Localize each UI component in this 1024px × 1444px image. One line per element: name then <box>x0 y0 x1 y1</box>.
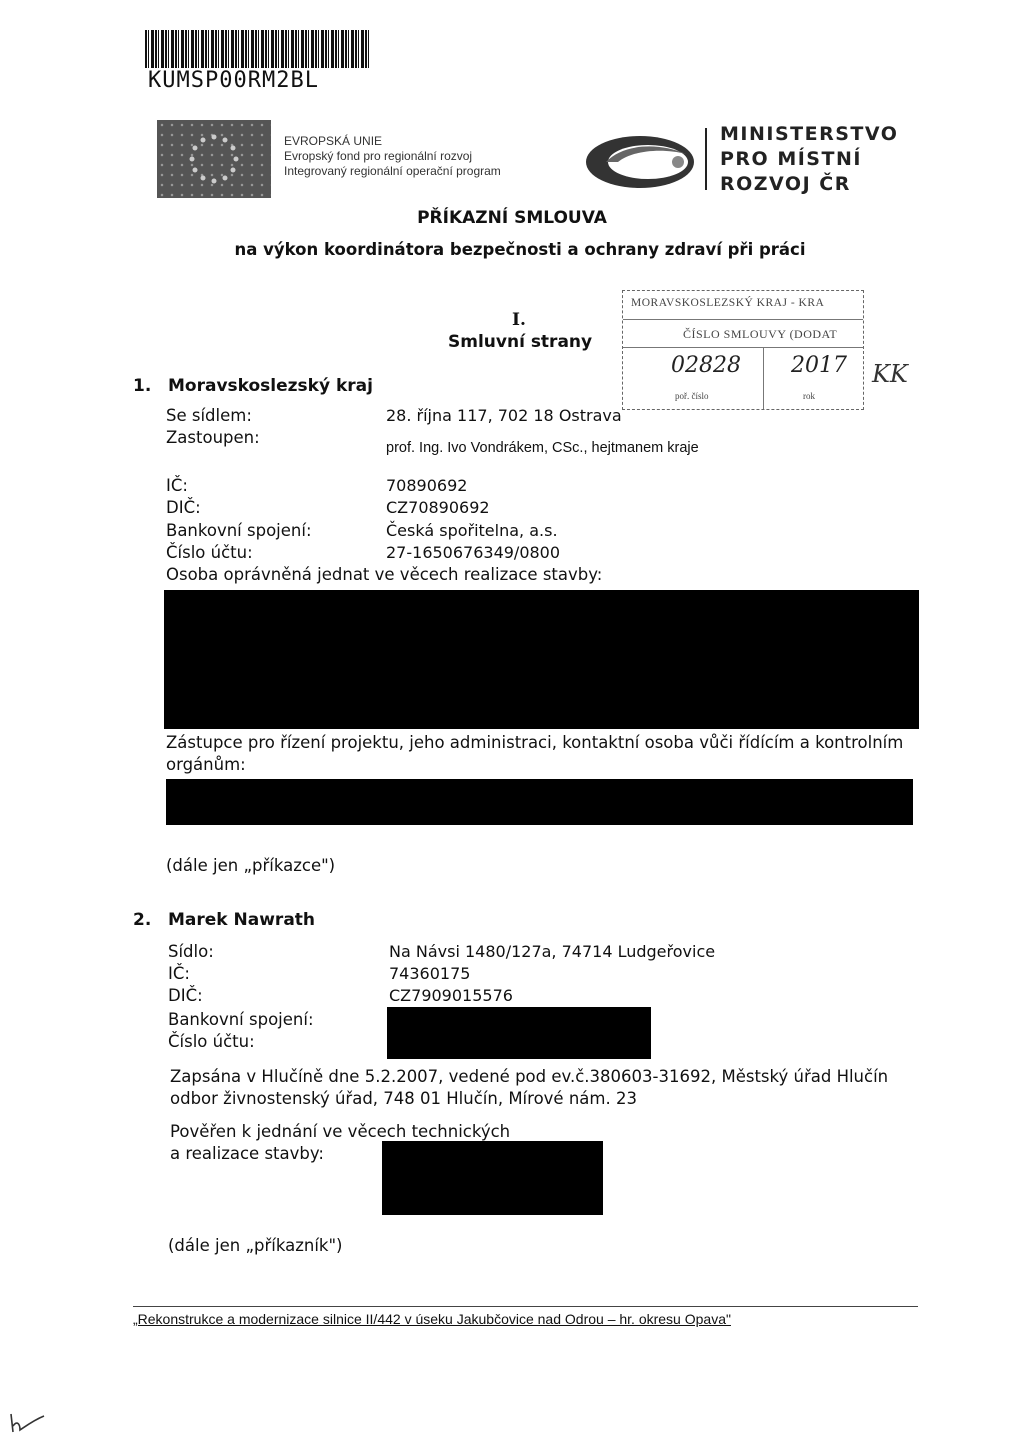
document-subtitle: na výkon koordinátora bezpečnosti a ochrany zdraví při práci <box>234 240 806 259</box>
field-label: Se sídlem: <box>166 406 252 425</box>
registration-line: odbor živnostenský úřad, 748 01 Hlučín, Mírové nám. 23 <box>170 1089 637 1108</box>
section-title: Smluvní strany <box>448 332 593 352</box>
entrusted-label: Pověřen k jednání ve věcech technických <box>170 1122 511 1141</box>
ministry-name <box>720 122 898 197</box>
party-1-name: Moravskoslezský kraj <box>168 376 373 396</box>
field-value: CZ70890692 <box>386 498 490 517</box>
field-label: DIČ: <box>168 986 203 1005</box>
footer-project-name: „Rekonstrukce a modernizace silnice II/442 v úseku Jakubčovice nad Odrou – hr. okresu Opava" <box>133 1311 731 1327</box>
field-label: Číslo účtu: <box>166 543 253 562</box>
field-label: Číslo účtu: <box>168 1032 255 1051</box>
field-value: 28. října 117, 702 18 Ostrava <box>386 406 622 425</box>
stamp-handwritten-number: 02828 <box>671 353 741 378</box>
ministry-line: PRO MÍSTNÍ <box>720 148 862 170</box>
field-label: Bankovní spojení: <box>166 521 312 540</box>
stamp-initials: KK <box>872 360 908 388</box>
section-number: I. <box>512 310 526 330</box>
handwritten-mark <box>8 1412 48 1442</box>
project-representative-label-cont: orgánům: <box>166 755 246 774</box>
stamp-caption-number: poř. číslo <box>675 391 709 401</box>
redacted-block <box>164 590 919 729</box>
field-value: 74360175 <box>389 964 471 983</box>
ministry-line: MINISTERSTVO <box>720 123 899 145</box>
field-label: IČ: <box>168 964 190 983</box>
field-value: Česká spořitelna, a.s. <box>386 521 558 540</box>
eu-line: Integrovaný regionální operační program <box>284 164 501 178</box>
field-value: Na Návsi 1480/127a, 74714 Ludgeřovice <box>389 942 716 961</box>
field-value: prof. Ing. Ivo Vondrákem, CSc., hejtmanem kraje <box>386 440 699 456</box>
ministry-logo <box>578 132 698 198</box>
project-representative-label: Zástupce pro řízení projektu, jeho administraci, kontaktní osoba vůči řídícím a kontrolním <box>166 733 904 752</box>
registration-line: Zapsána v Hlučíně dne 5.2.2007, vedené pod ev.č.380603-31692, Městský úřad Hlučín <box>170 1067 889 1086</box>
redacted-block <box>382 1141 603 1215</box>
authorized-person-label: Osoba oprávněná jednat ve věcech realizace stavby: <box>166 565 603 584</box>
barcode <box>145 30 370 68</box>
document-title: PŘÍKAZNÍ SMLOUVA <box>417 208 607 228</box>
stamp-caption-year: rok <box>803 391 815 401</box>
field-value: CZ7909015576 <box>389 986 513 1005</box>
ministry-line: ROZVOJ ČR <box>720 173 851 195</box>
footer-divider <box>133 1306 918 1307</box>
party-1-alias: (dále jen „příkazce") <box>166 856 336 875</box>
field-label: Bankovní spojení: <box>168 1010 314 1029</box>
field-label: Sídlo: <box>168 942 214 961</box>
field-value: 27-1650676349/0800 <box>386 543 561 562</box>
eu-line: EVROPSKÁ UNIE <box>284 134 383 148</box>
registry-stamp <box>622 290 864 410</box>
header-divider <box>705 128 707 190</box>
party-2-number: 2. <box>133 910 152 930</box>
field-value: 70890692 <box>386 476 468 495</box>
party-2-name: Marek Nawrath <box>168 910 316 930</box>
redacted-block <box>166 779 913 825</box>
party-2-alias: (dále jen „příkazník") <box>168 1236 343 1255</box>
stamp-handwritten-year: 2017 <box>791 353 847 378</box>
party-1-number: 1. <box>133 376 152 396</box>
stamp-line-2: ČÍSLO SMLOUVY (DODAT <box>683 327 838 341</box>
eu-line: Evropský fond pro regionální rozvoj <box>284 149 473 163</box>
eu-text-block <box>284 134 501 179</box>
field-label: IČ: <box>166 476 188 495</box>
field-label: Zastoupen: <box>166 428 260 447</box>
redacted-block <box>387 1007 651 1059</box>
barcode-text: KUMSP00RM2BL <box>148 68 319 93</box>
stamp-line-1: MORAVSKOSLEZSKÝ KRAJ - KRA <box>631 297 825 309</box>
field-label: DIČ: <box>166 498 201 517</box>
entrusted-label-cont: a realizace stavby: <box>170 1144 324 1163</box>
eu-flag-logo <box>157 120 271 198</box>
